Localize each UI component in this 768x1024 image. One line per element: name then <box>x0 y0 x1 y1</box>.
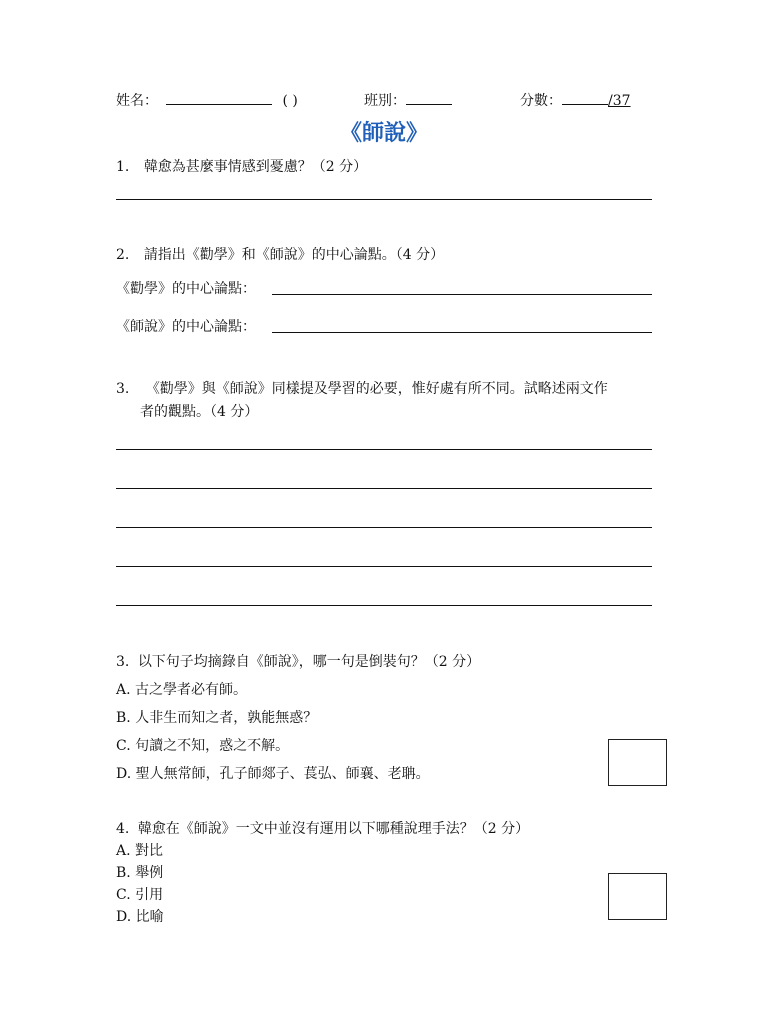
answer-box[interactable] <box>608 739 667 786</box>
option-d: D. 聖人無常師，孔子師郯子、萇弘、師襄、老聃。 <box>116 766 430 782</box>
question-number: 4. <box>116 821 130 837</box>
q2-label-a: 《勸學》的中心論點： <box>116 281 256 297</box>
header-row <box>116 90 298 110</box>
question-text-line-1: 《勸學》與《師說》同樣提及學習的必要，惟好處有所不同。試略述兩文作 <box>145 381 608 397</box>
question-text: 韓愈在《師說》一文中並沒有運用以下哪種說理手法？（2 分） <box>137 821 530 837</box>
question-mc-2 <box>116 818 529 838</box>
answer-box[interactable] <box>608 873 667 920</box>
question-number: 3. <box>116 381 130 397</box>
class-group <box>364 90 452 110</box>
option-c: C. 句讀之不知，惑之不解。 <box>116 738 290 754</box>
class-field[interactable] <box>406 90 452 105</box>
option-c: C. 引用 <box>116 887 164 903</box>
name-label: 姓名： <box>116 93 158 109</box>
answer-line[interactable] <box>116 199 652 200</box>
answer-line[interactable] <box>116 527 652 528</box>
option-a: A. 對比 <box>116 843 164 859</box>
class-label: 班別： <box>364 93 406 109</box>
question-number: 1. <box>116 159 130 175</box>
score-total: /37 <box>608 93 631 109</box>
question-number: 3. <box>116 654 130 670</box>
answer-line[interactable] <box>116 449 652 450</box>
answer-line[interactable] <box>116 566 652 567</box>
question-3 <box>116 378 608 398</box>
score-label: 分數： <box>520 93 562 109</box>
question-text: 請指出《勸學》和《師說》的中心論點。（4 分） <box>143 247 445 263</box>
answer-line[interactable] <box>272 332 652 333</box>
question-2 <box>116 244 444 264</box>
page-title: 《師說》 <box>339 121 428 146</box>
question-number: 2. <box>116 247 130 263</box>
question-text-line-2: 者的觀點。（4 分） <box>140 404 259 420</box>
answer-line[interactable] <box>116 605 652 606</box>
name-field[interactable] <box>166 90 272 105</box>
score-field[interactable] <box>562 90 608 105</box>
answer-line[interactable] <box>116 488 652 489</box>
option-a: A. 古之學者必有師。 <box>116 682 248 698</box>
answer-line[interactable] <box>272 294 652 295</box>
question-text: 以下句子均摘錄自《師說》，哪一句是倒裝句？（2 分） <box>137 654 481 670</box>
question-1 <box>116 156 367 176</box>
q2-label-b: 《師說》的中心論點： <box>116 319 256 335</box>
question-mc-1 <box>116 651 480 671</box>
option-d: D. 比喻 <box>116 909 164 925</box>
option-b: B. 舉例 <box>116 865 164 881</box>
score-group <box>520 90 631 110</box>
option-b: B. 人非生而知之者，孰能無惑？ <box>116 710 318 726</box>
class-number-paren: ( ) <box>282 93 298 109</box>
question-text: 韓愈為甚麼事情感到憂慮？（2 分） <box>143 159 368 175</box>
